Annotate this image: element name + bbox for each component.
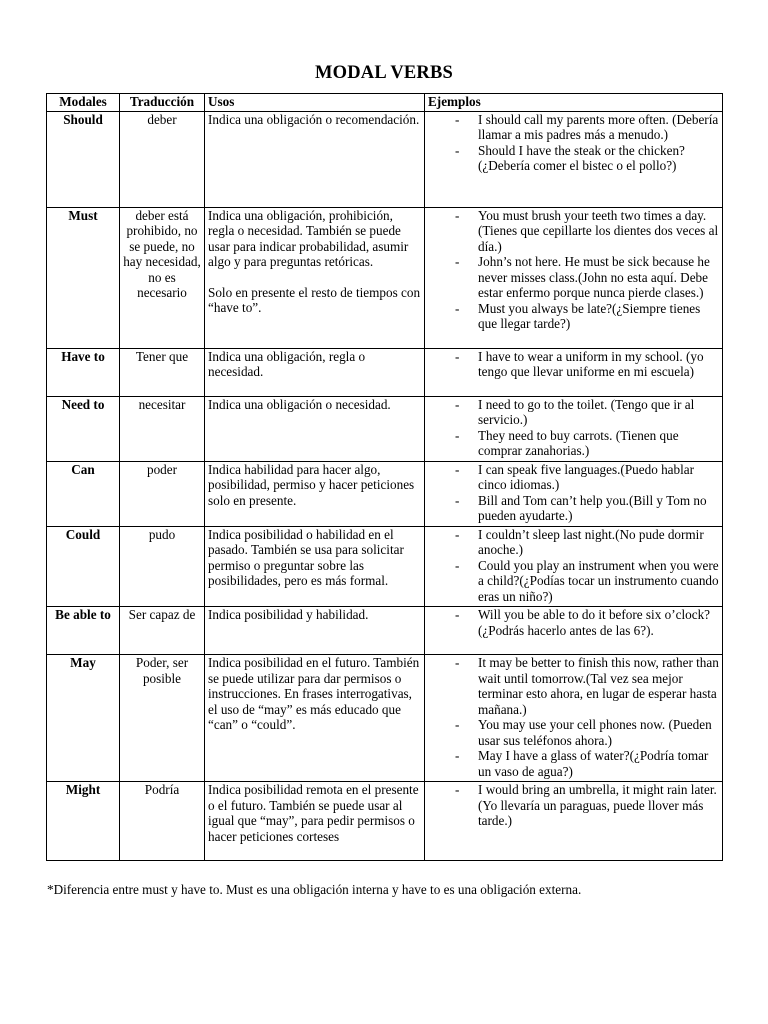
- uses-paragraph: Indica una obligación, regla o necesidad.: [208, 348, 366, 379]
- example-item: [428, 558, 719, 605]
- example-item: [428, 349, 719, 380]
- bullet-dash: -: [455, 111, 460, 127]
- table-row: [47, 396, 723, 461]
- example-text: Bill and Tom can’t help you.(Bill y Tom no pueden ayudarte.): [478, 492, 707, 523]
- bullet-dash: -: [455, 782, 460, 797]
- header-usos: Usos: [205, 94, 425, 112]
- translation-cell: necesitar: [120, 396, 205, 461]
- example-item: [428, 782, 719, 829]
- translation-cell: deber: [120, 111, 205, 207]
- examples-cell: [425, 655, 723, 782]
- uses-paragraph: Indica una obligación o recomendación.: [208, 111, 420, 127]
- examples-list: [428, 112, 719, 174]
- example-item: [428, 493, 719, 524]
- uses-paragraph: Indica posibilidad en el futuro. También se puede utilizar para dar permisos o instrucciones. En frases interrogativas, el uso de “may” es más educado que “can” o “could”.: [208, 655, 420, 732]
- bullet-dash: -: [455, 492, 460, 508]
- modal-verbs-table: [46, 93, 723, 861]
- table-header-row: [47, 94, 723, 112]
- table-body: [47, 111, 723, 861]
- uses-cell: [205, 348, 425, 396]
- table-row: [47, 207, 723, 348]
- modal-cell: Need to: [47, 396, 120, 461]
- example-text: Could you play an instrument when you were a child?(¿Podías tocar un instrumento cuando eras un niño?): [478, 557, 719, 604]
- example-item: [428, 527, 719, 558]
- examples-list: [428, 349, 719, 380]
- examples-cell: [425, 396, 723, 461]
- example-text: I couldn’t sleep last night.(No pude dormir anoche.): [478, 526, 704, 557]
- example-item: [428, 748, 719, 779]
- bullet-dash: -: [455, 748, 460, 763]
- bullet-dash: -: [455, 717, 460, 732]
- modal-cell: May: [47, 655, 120, 782]
- bullet-dash: -: [455, 396, 460, 412]
- example-text: I have to wear a uniform in my school. (yo tengo que llevar uniforme en mi escuela): [478, 348, 704, 379]
- example-item: [428, 397, 719, 428]
- examples-list: [428, 527, 719, 605]
- uses-cell: [205, 207, 425, 348]
- bullet-dash: -: [455, 655, 460, 670]
- example-text: I would bring an umbrella, it might rain later.(Yo llevaría un paraguas, puede llover más tarde.): [478, 782, 717, 828]
- examples-list: [428, 397, 719, 459]
- example-item: [428, 254, 719, 301]
- table-row: [47, 782, 723, 861]
- examples-cell: [425, 207, 723, 348]
- example-item: [428, 607, 719, 638]
- bullet-dash: -: [455, 427, 460, 443]
- examples-list: [428, 655, 719, 779]
- header-ejemplos: Ejemplos: [425, 94, 723, 112]
- table-row: [47, 526, 723, 607]
- bullet-dash: -: [455, 526, 460, 542]
- examples-cell: [425, 782, 723, 861]
- uses-paragraph: Indica una obligación o necesidad.: [208, 396, 391, 412]
- bullet-dash: -: [455, 254, 460, 269]
- uses-paragraph: Indica posibilidad o habilidad en el pasado. También se usa para solicitar permiso o preguntar sobre las posibilidades, pero es más formal.: [208, 526, 404, 588]
- table-row: [47, 461, 723, 526]
- examples-list: [428, 208, 719, 332]
- translation-cell: pudo: [120, 526, 205, 607]
- modal-cell: Could: [47, 526, 120, 607]
- modal-cell: Can: [47, 461, 120, 526]
- example-item: [428, 301, 719, 332]
- uses-cell: [205, 607, 425, 655]
- translation-cell: poder: [120, 461, 205, 526]
- bullet-dash: -: [455, 300, 460, 316]
- example-item: [428, 717, 719, 748]
- examples-cell: [425, 461, 723, 526]
- translation-cell: Poder, ser posible: [120, 655, 205, 782]
- examples-list: [428, 462, 719, 524]
- uses-paragraph: Indica habilidad para hacer algo, posibilidad, permiso y hacer peticiones solo en presente.: [208, 461, 415, 508]
- example-text: They need to buy carrots. (Tienen que comprar zanahorias.): [478, 427, 679, 458]
- uses-paragraph: Indica posibilidad y habilidad.: [208, 607, 369, 622]
- example-text: Will you be able to do it before six o’clock? (¿Podrás hacerlo antes de las 6?).: [478, 607, 711, 638]
- uses-paragraph: Indica posibilidad remota en el presente o el futuro. También se puede usar al igual que “may”, para pedir permisos o hacer peticiones corteses: [208, 782, 419, 844]
- example-item: [428, 112, 719, 143]
- example-item: [428, 143, 719, 174]
- example-item: [428, 208, 719, 255]
- example-text: May I have a glass of water?(¿Podría tomar un vaso de agua?): [478, 748, 709, 779]
- example-text: I should call my parents more often. (Debería llamar a mis padres más a menudo.): [478, 111, 719, 142]
- examples-cell: [425, 111, 723, 207]
- example-text: Must you always be late?(¿Siempre tienes que llegar tarde?): [478, 300, 701, 331]
- modal-cell: Be able to: [47, 607, 120, 655]
- example-text: You may use your cell phones now. (Pueden usar sus teléfonos ahora.): [478, 717, 712, 748]
- examples-cell: [425, 526, 723, 607]
- examples-list: [428, 607, 719, 638]
- example-item: [428, 655, 719, 717]
- table-row: [47, 655, 723, 782]
- header-modales: Modales: [47, 94, 120, 112]
- table-row: [47, 348, 723, 396]
- example-text: John’s not here. He must be sick because he never misses class.(John no esta aquí. Debe estar enfermo porque nunca pierde clases.): [478, 254, 710, 300]
- example-text: I can speak five languages.(Puedo hablar cinco idiomas.): [478, 461, 695, 492]
- uses-cell: [205, 782, 425, 861]
- example-item: [428, 462, 719, 493]
- translation-cell: Tener que: [120, 348, 205, 396]
- footnote: *Diferencia entre must y have to. Must es una obligación interna y have to es una obligación externa.: [47, 882, 582, 897]
- examples-list: [428, 782, 719, 829]
- modal-cell: Must: [47, 207, 120, 348]
- bullet-dash: -: [455, 207, 460, 223]
- example-item: [428, 428, 719, 459]
- modal-cell: Should: [47, 111, 120, 207]
- uses-paragraph: Indica una obligación, prohibición, regla o necesidad. También se puede usar para indicar probabilidad, asumir algo y para preguntas retóricas.: [208, 207, 409, 269]
- examples-cell: [425, 348, 723, 396]
- bullet-dash: -: [455, 557, 460, 573]
- uses-cell: [205, 111, 425, 207]
- page-title: MODAL VERBS: [314, 63, 454, 83]
- bullet-dash: -: [455, 461, 460, 477]
- examples-cell: [425, 607, 723, 655]
- translation-cell: deber está prohibido, no se puede, no hay necesidad, no es necesario: [120, 207, 205, 348]
- header-traduccion: Traducción: [120, 94, 205, 112]
- translation-cell: Podría: [120, 782, 205, 861]
- modal-cell: Have to: [47, 348, 120, 396]
- bullet-dash: -: [455, 607, 460, 622]
- table-row: [47, 111, 723, 207]
- bullet-dash: -: [455, 348, 460, 364]
- bullet-dash: -: [455, 142, 460, 158]
- uses-cell: [205, 396, 425, 461]
- uses-paragraph: Solo en presente el resto de tiempos con “have to”.: [208, 284, 421, 315]
- example-text: It may be better to finish this now, rather than wait until tomorrow.(Tal vez sea mejor terminar esto ahora, en lugar de esperar hasta mañana.): [478, 655, 719, 717]
- example-text: Should I have the steak or the chicken? (¿Debería comer el bistec o el pollo?): [478, 142, 685, 173]
- table-row: [47, 607, 723, 655]
- example-text: I need to go to the toilet. (Tengo que ir al servicio.): [478, 396, 695, 427]
- uses-cell: [205, 526, 425, 607]
- uses-cell: [205, 461, 425, 526]
- modal-cell: Might: [47, 782, 120, 861]
- translation-cell: Ser capaz de: [120, 607, 205, 655]
- example-text: You must brush your teeth two times a day.(Tienes que cepillarte los dientes dos veces al día.): [478, 207, 719, 254]
- uses-cell: [205, 655, 425, 782]
